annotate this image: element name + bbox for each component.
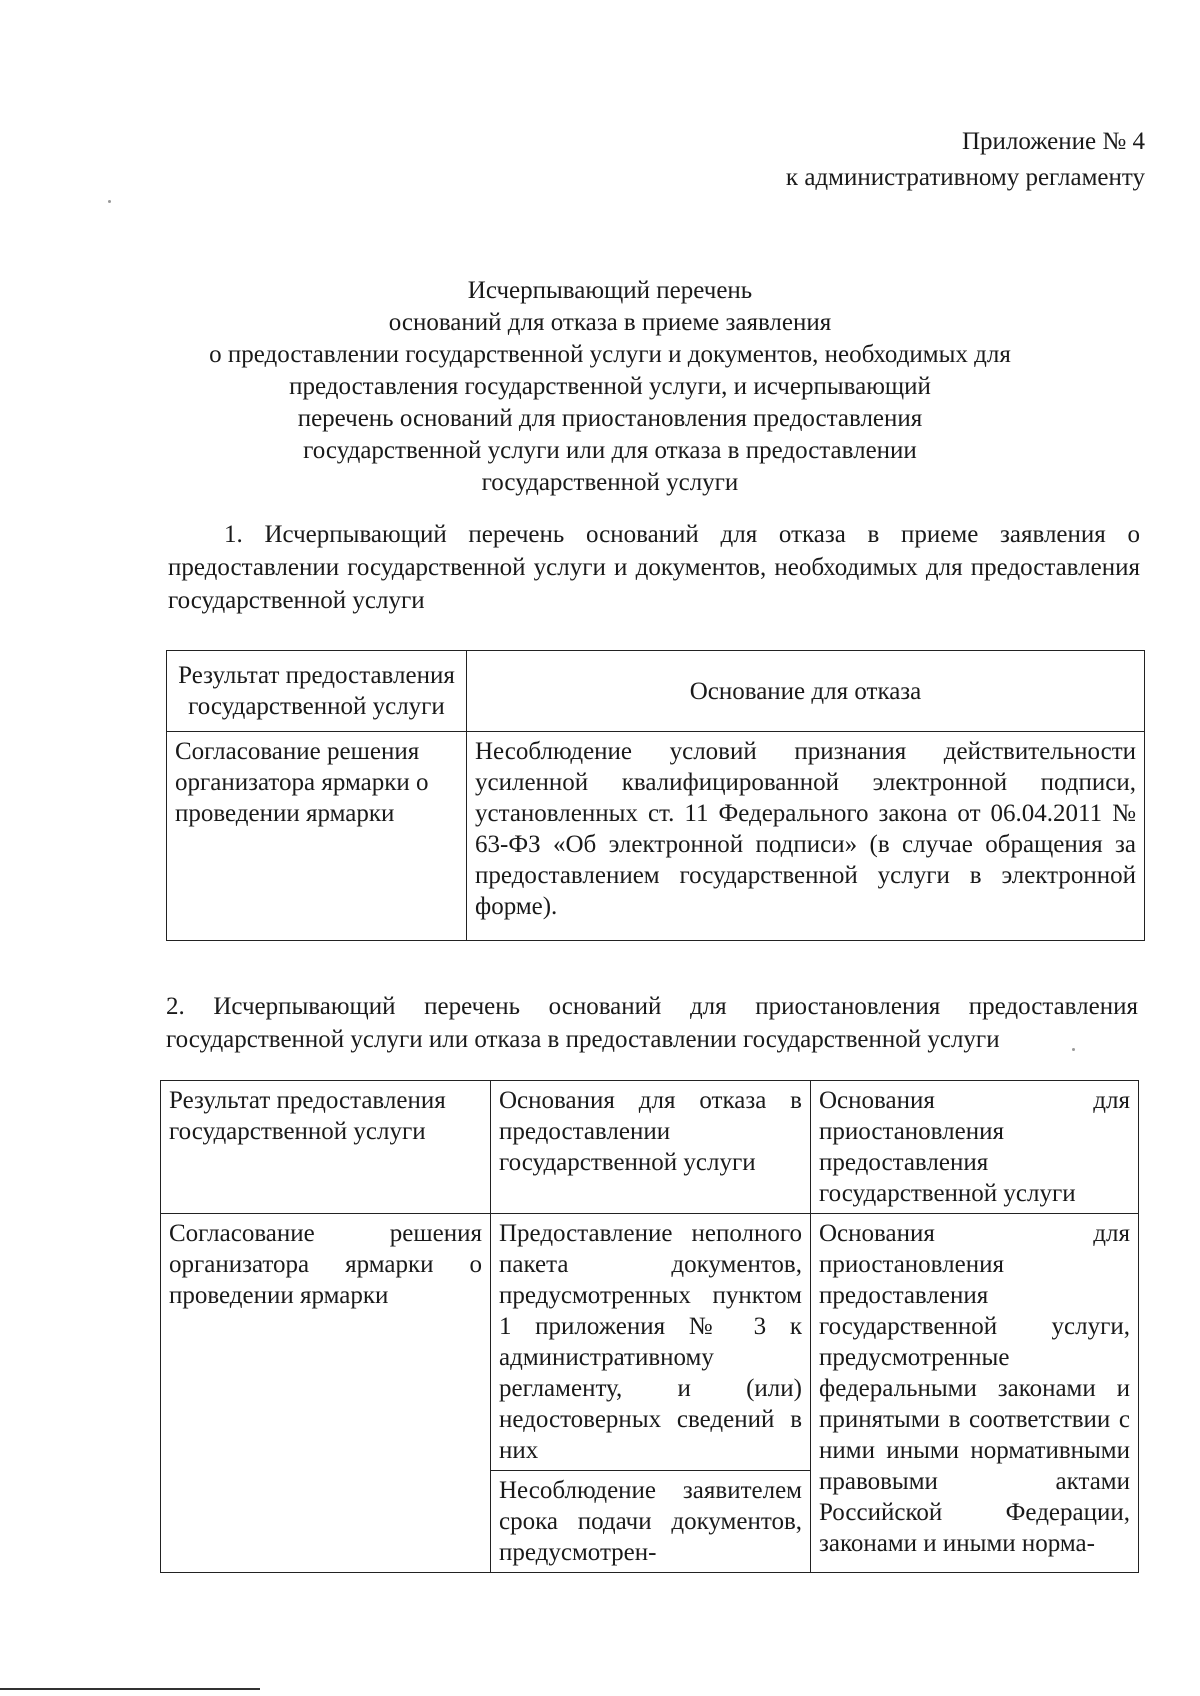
header-result: Результат предоставления государственной услуги (167, 651, 467, 732)
title-line: государственной услуги или для отказа в предоставлении (303, 437, 917, 464)
title-line: оснований для отказа в приеме заявления (388, 309, 832, 336)
scan-edge-line (0, 1688, 260, 1690)
header-suspension: Основания для приостановления предоставления государственной услуги (811, 1081, 1139, 1214)
header-reason: Основание для отказа (467, 651, 1145, 732)
title-line: государственной услуги (481, 469, 739, 496)
cell-result: Согласование решения организатора ярмарки о проведении ярмарки (167, 732, 467, 941)
refusal-acceptance-table (166, 650, 1145, 941)
scan-speck (1072, 1048, 1075, 1051)
document-title (160, 275, 1060, 499)
scan-speck (108, 200, 111, 203)
cell-suspension: Основания для приостановления предоставления государственной услуги, предусмотренные федеральными законами и принятыми в соответствии с ними иными нормативными правовыми актами Российской Федерации, законами и иными норма- (811, 1214, 1139, 1573)
title-line: перечень оснований для приостановления предоставления (297, 405, 923, 432)
title-line: о предоставлении государственной услуги и документов, необходимых для (209, 341, 1011, 368)
table-header-row (161, 1081, 1139, 1214)
section2-heading: 2. Исчерпывающий перечень оснований для приостановления предоставления государственной услуги или отказа в предоставлении государственной услуги (166, 993, 1138, 1053)
table-header-row (167, 651, 1145, 732)
cell-result: Согласование решения организатора ярмарки о проведении ярмарки (161, 1214, 491, 1573)
header-refusal: Основания для отказа в предоставлении государственной услуги (491, 1081, 811, 1214)
suspension-refusal-table (160, 1080, 1139, 1573)
title-line: Исчерпывающий перечень (467, 277, 753, 304)
table-row (161, 1214, 1139, 1471)
title-line: предоставления государственной услуги, и исчерпывающий (289, 373, 931, 400)
cell-refusal-1: Предоставление неполного пакета документов, предусмотренных пунктом 1 приложения № 3 к административному регламенту, и (или) недостоверных сведений в них (491, 1214, 811, 1471)
table-row (167, 732, 1145, 941)
appendix-number: Приложение № 4 (961, 128, 1145, 155)
section1-heading: 1. Исчерпывающий перечень оснований для отказа в приеме заявления о предоставлении государственной услуги и документов, необходимых для предоставления государственной услуги (168, 521, 1140, 614)
cell-refusal-2: Несоблюдение заявителем срока подачи документов, предусмотрен- (491, 1471, 811, 1573)
cell-reason: Несоблюдение условий признания действительности усиленной квалифицированной электронной подписи, установленных ст. 11 Федерального закона от 06.04.2011 № 63-ФЗ «Об электронной подписи» (в случае обращения за предоставлением государственной услуги в электронной форме). (467, 732, 1145, 941)
appendix-regulation: к административному регламенту (785, 164, 1145, 191)
appendix-reference (786, 124, 1145, 196)
header-result: Результат предоставления государственной услуги (161, 1081, 491, 1214)
